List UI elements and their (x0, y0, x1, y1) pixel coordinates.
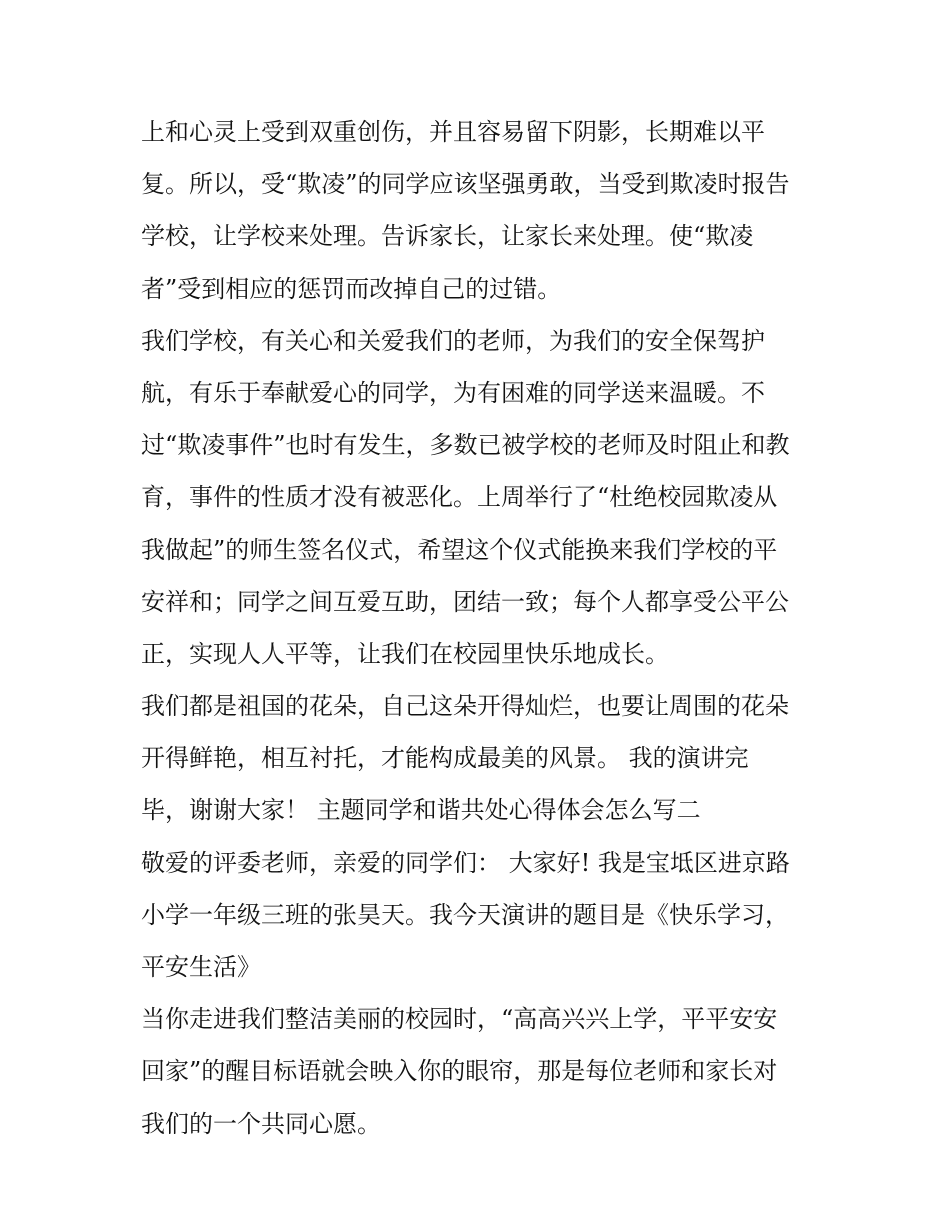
text-line: 小学一年级三班的张昊天。我今天演讲的题目是《快乐学习， (141, 900, 789, 929)
text-line: 平安生活》 (141, 953, 261, 981)
text-line: 我们的一个共同心愿。 (141, 1109, 381, 1138)
text-line: 育，事件的性质才没有被恶化。上周举行了“杜绝校园欺凌从 (141, 483, 778, 512)
text-line: 毕，谢谢大家！ 主题同学和谐共处心得体会怎么写二 (141, 796, 701, 825)
text-line: 我们都是祖国的花朵，自己这朵开得灿烂，也要让周围的花朵 (141, 692, 789, 721)
text-line: 者”受到相应的惩罚而改掉自己的过错。 (141, 274, 562, 303)
text-line: 复。所以，受“欺凌”的同学应该坚强勇敢，当受到欺凌时报告 (141, 170, 790, 199)
text-line: 正，实现人人平等，让我们在校园里快乐地成长。 (141, 639, 669, 668)
text-line: 我做起”的师生签名仪式，希望这个仪式能换来我们学校的平 (141, 535, 778, 564)
text-line: 安祥和；同学之间互爱互助，团结一致；每个人都享受公平公 (141, 587, 789, 616)
text-line: 敬爱的评委老师，亲爱的同学们： 大家好! 我是宝坻区进京路 (141, 848, 790, 877)
body-text (141, 106, 821, 1150)
text-line: 过“欺凌事件”也时有发生，多数已被学校的老师及时阻止和教 (141, 431, 790, 460)
text-line: 上和心灵上受到双重创伤，并且容易留下阴影，长期难以平 (141, 118, 765, 146)
text-line: 开得鲜艳，相互衬托，才能构成最美的风景。 我的演讲完 (141, 744, 749, 773)
text-line: 我们学校，有关心和关爱我们的老师，为我们的安全保驾护 (141, 326, 765, 355)
text-line: 回家”的醒目标语就会映入你的眼帘，那是每位老师和家长对 (141, 1057, 778, 1086)
text-line: 航，有乐于奉献爱心的同学，为有困难的同学送来温暖。不 (141, 378, 765, 407)
text-line: 当你走进我们整洁美丽的校园时，“高高兴兴上学，平平安安 (141, 1005, 778, 1034)
text-line: 学校，让学校来处理。告诉家长，让家长来处理。使“欺凌 (141, 222, 754, 251)
